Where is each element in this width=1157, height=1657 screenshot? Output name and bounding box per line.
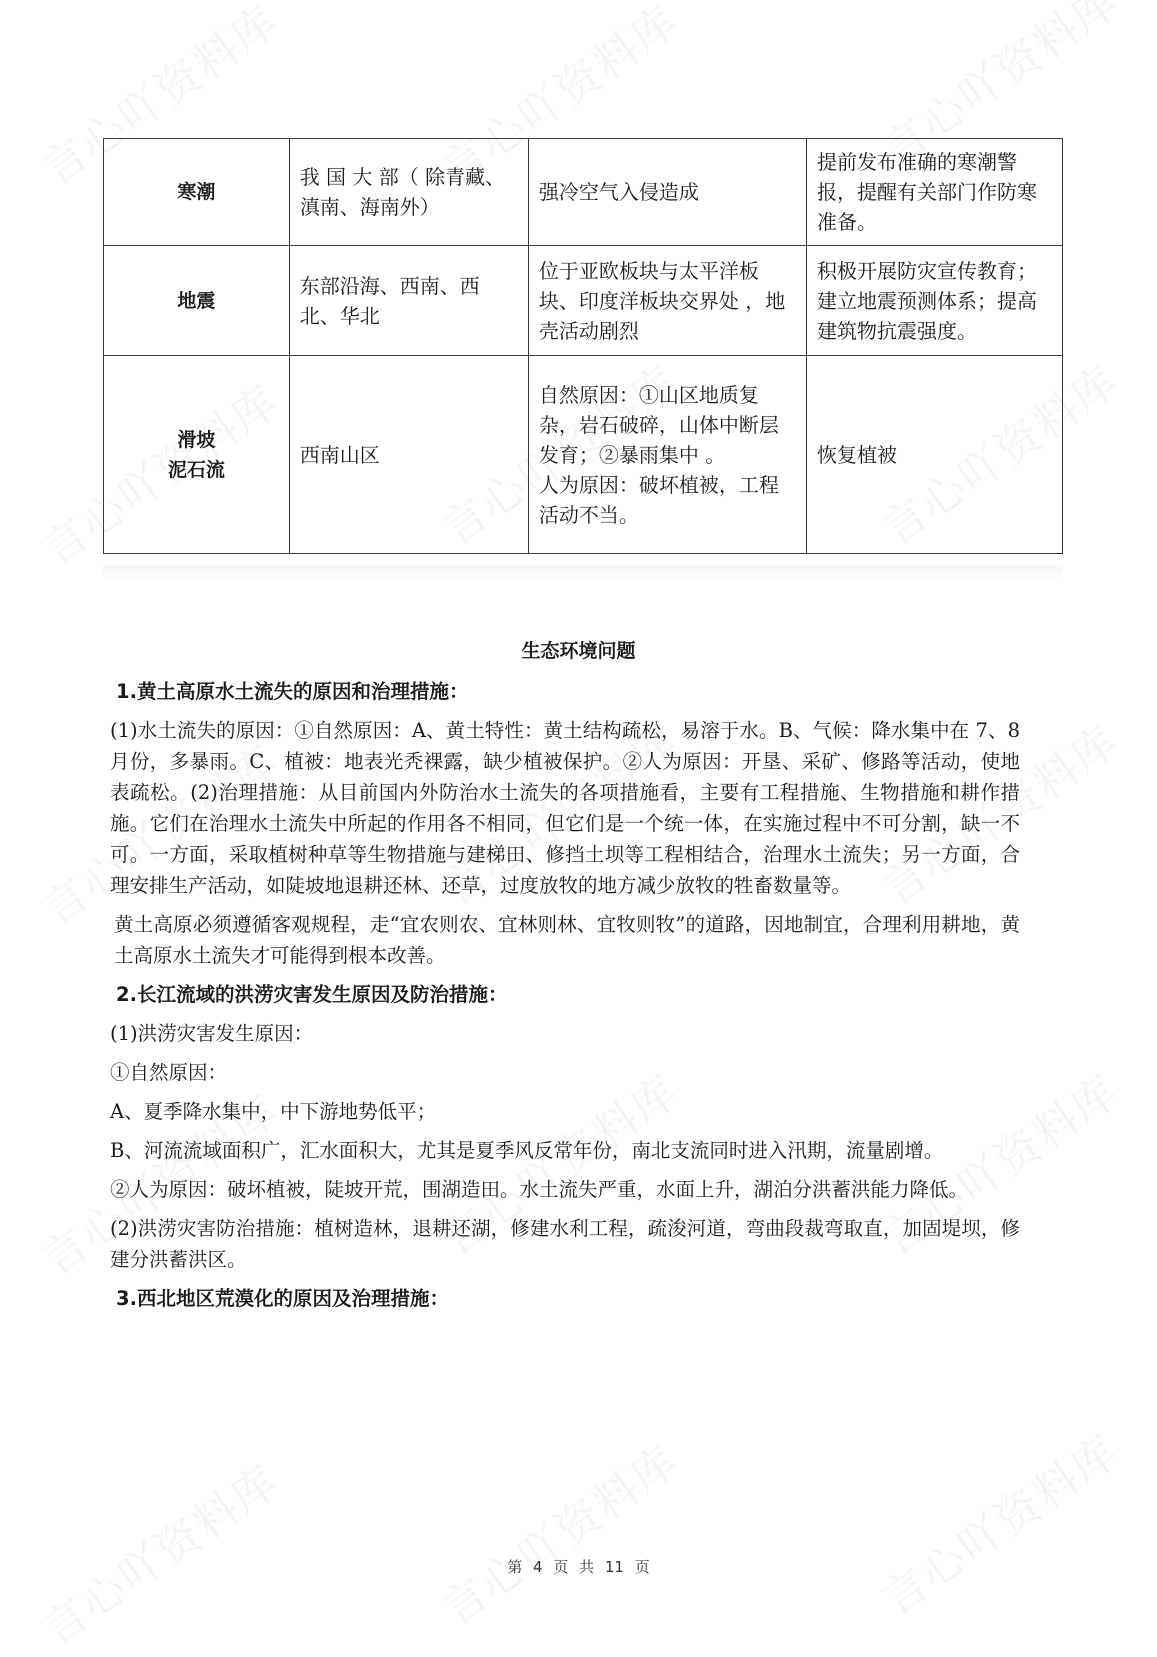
cause-cell <box>528 356 806 554</box>
cause-human: 人为原因：破坏植被，工程活动不当。 <box>538 472 779 527</box>
page-number: 第 4 页 共 11 页 <box>507 1558 650 1576</box>
disaster-name <box>104 246 290 356</box>
region-cell: 东部沿海、西南、西北、华北 <box>289 246 528 356</box>
disaster-name-line: 泥石流 <box>167 458 225 481</box>
disaster-name-line: 滑坡 <box>177 428 216 451</box>
watermark <box>867 1417 1130 1628</box>
item2-heading: 2.长江流域的洪涝灾害发生原因及防治措施： <box>116 983 508 1006</box>
measures-cell: 积极开展防灾宣传教育；建立地震预测体系；提高建筑物抗震强度。 <box>806 246 1062 356</box>
disaster-name <box>104 356 290 554</box>
item1-heading: 1.黄土高原水土流失的原因和治理措施： <box>116 680 469 703</box>
item2-line: B、河流流域面积广，汇水面积大，尤其是夏季风反常年份，南北支流同时进入汛期，流量剧增。 <box>110 1139 944 1162</box>
watermark <box>27 1447 290 1657</box>
item1-summary: 黄土高原必须遵循客观规程，走“宜农则农、宜林则林、宜牧则牧”的道路，因地制宜，合理利用耕地，黄土高原水土流失才可能得到根本改善。 <box>114 913 1020 967</box>
region-cell: 我 国 大 部（ 除青藏、滇南、海南外） <box>289 139 528 246</box>
cause-cell: 位于亚欧板块与太平洋板块、印度洋板块交界处 ，地壳活动剧烈 <box>528 246 806 356</box>
item2-line: (2)洪涝灾害防治措施：植树造林，退耕还湖，修建水利工程，疏浚河道，弯曲段裁弯取直，加固堤坝，修建分洪蓄洪区。 <box>110 1217 1020 1271</box>
disaster-table <box>103 138 1063 554</box>
cause-natural: 自然原因：①山区地质复杂，岩石破碎，山体中断层发育；②暴雨集中 。 <box>538 382 779 467</box>
item2-line: ①自然原因： <box>110 1061 228 1084</box>
cause-cell: 强冷空气入侵造成 <box>528 139 806 246</box>
measures-cell: 提前发布准确的寒潮警报，提醒有关部门作防寒准备。 <box>806 139 1062 246</box>
disaster-name-line: 地震 <box>177 289 216 312</box>
section-title: 生态环境问题 <box>521 640 636 662</box>
measures-cell: 恢复植被 <box>806 356 1062 554</box>
disaster-name-line: 寒潮 <box>177 181 216 203</box>
table-row <box>104 139 1063 246</box>
disaster-name <box>104 139 290 246</box>
item2-line: A、夏季降水集中，中下游地势低平； <box>110 1100 437 1123</box>
item1-paragraph: (1)水土流失的原因：①自然原因：A、黄土特性：黄土结构疏松，易溶于水。B、气候：降水集中在 7、8 月份，多暴雨。C、植被：地表光秃裸露，缺少植被保护。②人为原因：开垦、采矿、修路等活动，使地表疏松。(2)治理措施：从目前国内外防治水土流失的各项措施看，主要有工程措施、生物措施和耕作措施。它们在治理水土流失中所起的作用各不相同，但它们是一个统一体，在实施过程中不可分割，缺一不可。一方面，采取植树种草等生物措施与建梯田、修挡土坝等工程相结合，治理水土流失；另一方面，合理安排生产活动，如陡坡地退耕还林、还草，过度放牧的地方减少放牧的牲畜数量等。 <box>110 719 1020 897</box>
table-row <box>104 356 1063 554</box>
region-cell: 西南山区 <box>289 356 528 554</box>
divider-band <box>103 565 1063 583</box>
item2-line: ②人为原因：破坏植被，陡坡开荒，围湖造田。水土流失严重，水面上升，湖泊分洪蓄洪能力降低。 <box>110 1178 969 1201</box>
table-row <box>104 246 1063 356</box>
watermark <box>427 1427 690 1638</box>
item2-line: (1)洪涝灾害发生原因： <box>110 1022 314 1045</box>
section-content <box>110 676 1020 1322</box>
item3-heading: 3.西北地区荒漠化的原因及治理措施： <box>116 1287 449 1310</box>
